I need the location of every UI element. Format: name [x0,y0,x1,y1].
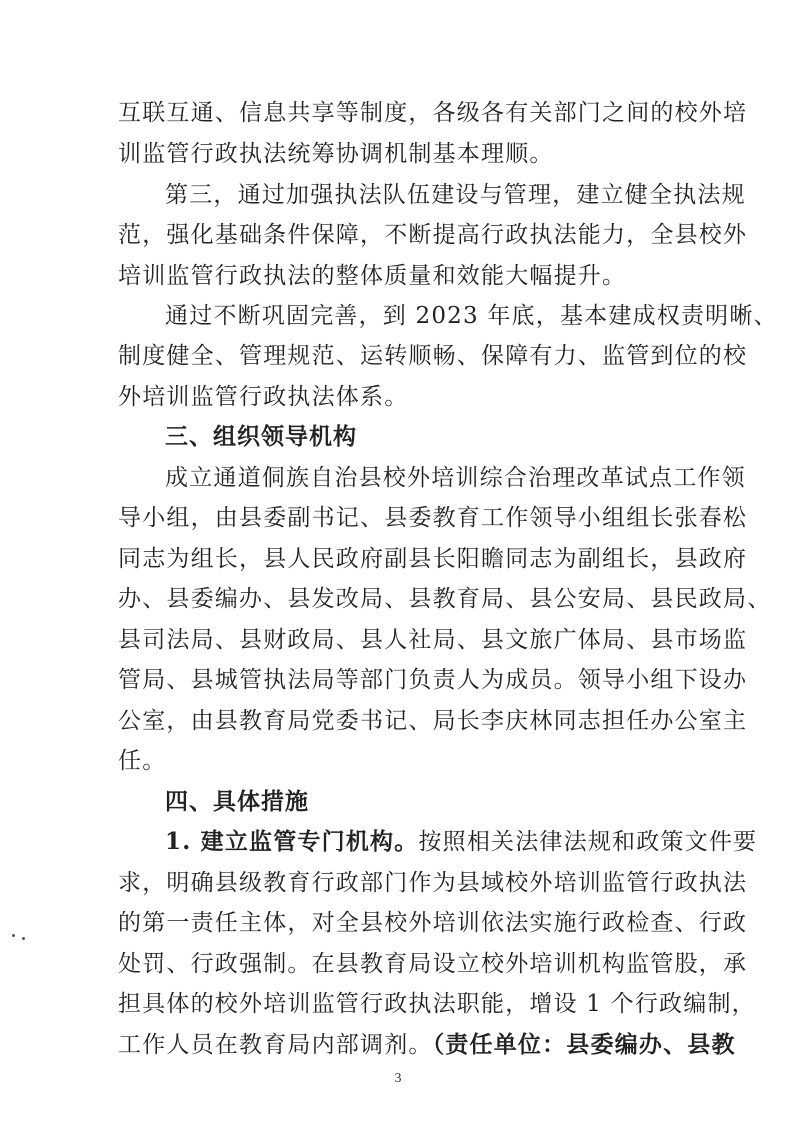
paragraph-line: 同志为组长，县人民政府副县长阳瞻同志为副组长，县政府 [118,546,748,572]
paragraph-line: 外培训监管行政执法体系。 [118,384,409,410]
paragraph-line: 管局、县城管执法局等部门负责人为成员。领导小组下设办 [118,667,748,693]
paragraph-line: 担具体的校外培训监管行政执法职能，增设 1 个行政编制， [118,991,756,1017]
paragraph-line: 公室，由县教育局党委书记、局长李庆林同志担任办公室主 [118,708,748,734]
paragraph-line: 互联互通、信息共享等制度，各级各有关部门之间的校外培 [118,100,748,126]
paragraph-line: 制度健全、管理规范、运转顺畅、保障有力、监管到位的校 [118,343,748,369]
paragraph-line: 范，强化基础条件保障，不断提高行政执法能力，全县校外 [118,222,748,248]
paragraph-line: 培训监管行政执法的整体质量和效能大幅提升。 [118,263,627,289]
paragraph-line: 训监管行政执法统筹协调机制基本理顺。 [118,141,554,167]
paragraph-line: 第三，通过加强执法队伍建设与管理，建立健全执法规 [165,182,746,208]
page-number: 3 [394,1071,402,1086]
last-line-text: 工作人员在教育局内部调剂。 [118,1032,433,1058]
paragraph-line: 成立通道侗族自治县校外培训综合治理改革试点工作领 [165,465,746,491]
paragraph-line: 任。 [118,748,167,774]
paragraph-line: 通过不断巩固完善，到 2023 年底，基本建成权责明晰、 [165,303,778,329]
scan-dot [12,934,15,937]
paragraph-line: 处罚、行政强制。在县教育局设立校外培训机构监管股，承 [118,951,748,977]
paragraph-line: 办、县委编办、县发改局、县教育局、县公安局、县民政局、 [118,586,772,612]
measure-title: 1. 建立监管专门机构。 [165,828,419,855]
measure-text: 按照相关法律法规和政策文件要 [418,829,758,855]
measure-first-line [165,823,758,861]
section-heading: 三、组织领导机构 [165,424,357,450]
paragraph-line: 导小组，由县委副书记、县委教育工作领导小组组长张春松 [118,505,748,531]
responsible-unit-text: （责任单位：县委编办、县教 [432,1031,736,1058]
paragraph-line: 县司法局、县财政局、县人社局、县文旅广体局、县市场监 [118,627,748,653]
last-paragraph-line [118,1026,736,1064]
section-heading: 四、具体措施 [165,789,309,815]
paragraph-line: 的第一责任主体，对全县校外培训依法实施行政检查、行政 [118,910,748,936]
scan-dot [22,937,25,940]
paragraph-line: 求，明确县级教育行政部门作为县域校外培训监管行政执法 [118,870,748,896]
